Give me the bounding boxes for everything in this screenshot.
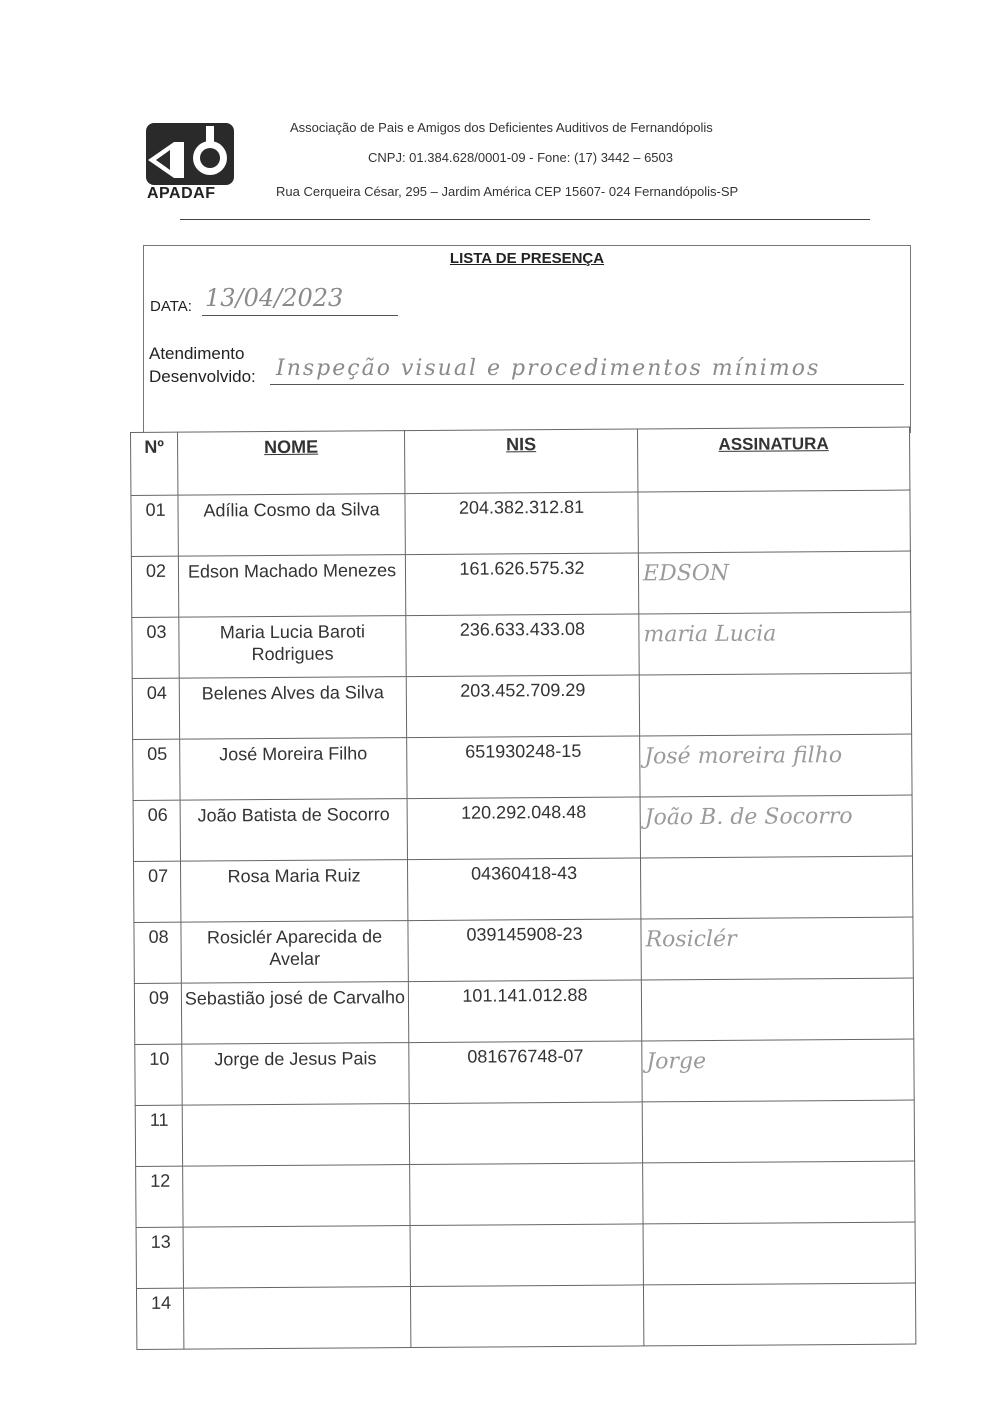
row-nis: 081676748-07 bbox=[409, 1041, 642, 1104]
form-header-box bbox=[143, 245, 911, 433]
row-signature: Rosiclér bbox=[645, 926, 737, 953]
table-row bbox=[135, 1039, 914, 1105]
row-signature: João B. de Socorro bbox=[644, 803, 853, 831]
row-signature-cell bbox=[641, 978, 913, 1041]
table-row bbox=[131, 490, 910, 556]
row-signature-cell bbox=[638, 490, 910, 553]
row-nis bbox=[409, 1102, 642, 1165]
row-number: 01 bbox=[131, 495, 178, 556]
header-divider bbox=[180, 219, 870, 220]
date-line bbox=[202, 315, 398, 316]
row-nis bbox=[410, 1285, 643, 1348]
row-signature-cell bbox=[643, 1222, 915, 1285]
table-row bbox=[134, 978, 913, 1044]
row-number: 06 bbox=[133, 800, 180, 861]
table-row bbox=[132, 673, 911, 739]
row-number: 07 bbox=[133, 861, 180, 922]
row-name bbox=[183, 1165, 410, 1228]
row-signature-cell bbox=[642, 1100, 914, 1163]
row-number: 14 bbox=[136, 1288, 183, 1349]
atendimento-label: Atendimento bbox=[149, 344, 245, 363]
row-number: 04 bbox=[132, 678, 179, 739]
row-signature-cell bbox=[639, 612, 911, 675]
row-signature: maria Lucia bbox=[643, 621, 777, 648]
row-name: Belenes Alves da Silva bbox=[179, 677, 406, 740]
table-header-row bbox=[131, 427, 910, 495]
atendimento-line bbox=[270, 384, 904, 385]
row-signature-cell bbox=[642, 1039, 914, 1102]
row-nis bbox=[410, 1163, 643, 1226]
header-nis: NIS bbox=[404, 429, 637, 494]
table-row bbox=[133, 795, 912, 861]
row-name: João Batista de Socorro bbox=[180, 799, 407, 862]
date-label: DATA: bbox=[150, 298, 192, 315]
table-row bbox=[136, 1222, 915, 1288]
row-signature-cell bbox=[641, 917, 913, 980]
row-signature: Jorge bbox=[646, 1048, 707, 1075]
row-name bbox=[183, 1226, 410, 1289]
row-number: 03 bbox=[132, 617, 179, 678]
row-signature-cell bbox=[643, 1161, 915, 1224]
row-name bbox=[182, 1104, 409, 1167]
row-nis: 120.292.048.48 bbox=[407, 797, 640, 860]
row-number: 11 bbox=[135, 1105, 182, 1166]
row-number: 05 bbox=[133, 739, 180, 800]
table-row bbox=[136, 1161, 915, 1227]
row-nis: 161.626.575.32 bbox=[405, 553, 638, 616]
atendimento-value-handwritten: Inspeção visual e procedimentos mínimos bbox=[276, 356, 821, 381]
row-signature-cell bbox=[640, 856, 912, 919]
attendance-table bbox=[130, 427, 916, 1350]
date-value-handwritten: 13/04/2023 bbox=[205, 284, 344, 312]
row-nis: 039145908-23 bbox=[408, 919, 641, 982]
row-signature-cell bbox=[638, 551, 910, 614]
organization-contact: CNPJ: 01.384.628/0001-09 - Fone: (17) 3442 – 6503 bbox=[368, 150, 673, 165]
row-number: 12 bbox=[136, 1166, 183, 1227]
row-name: Sebastião josé de Carvalho bbox=[181, 982, 408, 1045]
row-number: 10 bbox=[135, 1044, 182, 1105]
row-signature: José moreira filho bbox=[644, 743, 843, 770]
row-nis: 04360418-43 bbox=[407, 858, 640, 921]
table-row bbox=[134, 917, 913, 983]
row-name: Maria Lucia Baroti Rodrigues bbox=[179, 616, 406, 679]
row-number: 13 bbox=[136, 1227, 183, 1288]
table-row bbox=[136, 1283, 915, 1349]
row-nis: 236.633.433.08 bbox=[406, 614, 639, 677]
row-nis: 651930248-15 bbox=[407, 736, 640, 799]
row-nis bbox=[410, 1224, 643, 1287]
table-row bbox=[132, 612, 911, 678]
row-number: 02 bbox=[131, 556, 178, 617]
row-signature: EDSON bbox=[642, 560, 730, 587]
header-signature: ASSINATURA bbox=[637, 427, 909, 492]
table-row bbox=[135, 1100, 914, 1166]
row-nis: 204.382.312.81 bbox=[405, 492, 638, 555]
logo-text: APADAF bbox=[147, 185, 216, 202]
desenvolvido-label: Desenvolvido: bbox=[149, 367, 256, 386]
row-name: Jorge de Jesus Pais bbox=[182, 1043, 409, 1106]
row-number: 09 bbox=[134, 983, 181, 1044]
table-row bbox=[133, 734, 912, 800]
header-name: NOME bbox=[178, 431, 405, 496]
row-name bbox=[183, 1287, 410, 1350]
row-nis: 101.141.012.88 bbox=[408, 980, 641, 1043]
row-name: Rosiclér Aparecida de Avelar bbox=[181, 921, 408, 984]
row-name: Adília Cosmo da Silva bbox=[178, 494, 405, 557]
row-name: Rosa Maria Ruiz bbox=[180, 860, 407, 923]
organization-name: Associação de Pais e Amigos dos Deficientes Auditivos de Fernandópolis bbox=[290, 120, 713, 135]
row-signature-cell bbox=[643, 1283, 915, 1346]
row-name: José Moreira Filho bbox=[180, 738, 407, 801]
row-signature-cell bbox=[639, 673, 911, 736]
form-title: LISTA DE PRESENÇA bbox=[449, 250, 605, 267]
organization-address: Rua Cerqueira César, 295 – Jardim América CEP 15607- 024 Fernandópolis-SP bbox=[276, 184, 739, 199]
table-row bbox=[133, 856, 912, 922]
row-signature-cell bbox=[640, 734, 912, 797]
row-signature-cell bbox=[640, 795, 912, 858]
table-row bbox=[131, 551, 910, 617]
row-name: Edson Machado Menezes bbox=[178, 555, 405, 618]
row-number: 08 bbox=[134, 922, 181, 983]
row-nis: 203.452.709.29 bbox=[406, 675, 639, 738]
header-num: Nº bbox=[131, 432, 178, 495]
